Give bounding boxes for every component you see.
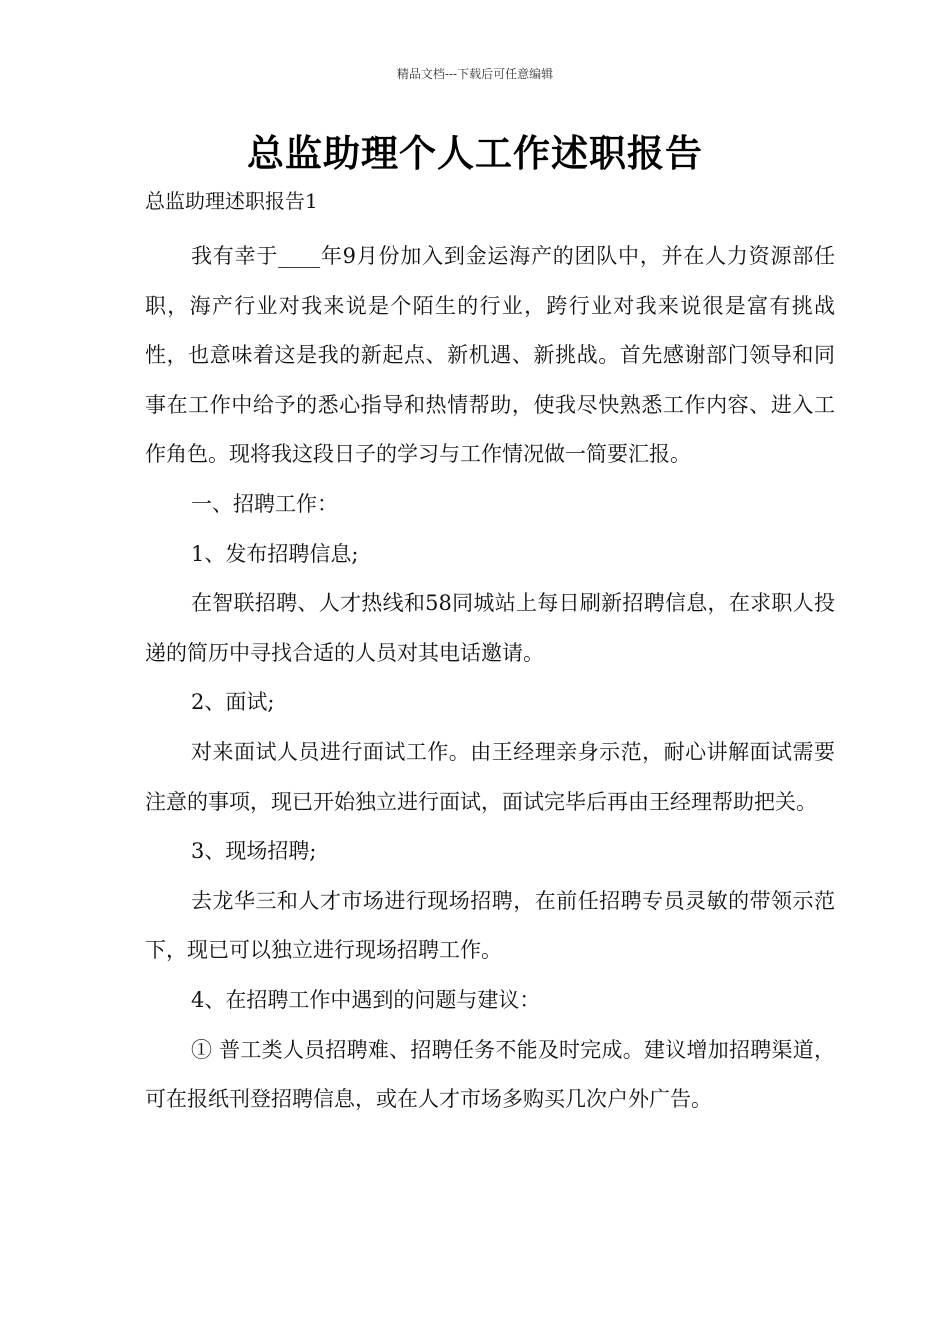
subsection-heading-interview: 2、面试; xyxy=(191,690,275,715)
subsection-heading-problems: 4、在招聘工作中遇到的问题与建议： xyxy=(191,987,541,1012)
paragraph-interview: 对来面试人员进行面试工作。由王经理亲身示范，耐心讲解面试需要注意的事项，现已开始独立进行面试，面试完毕后再由王经理帮助把关。 xyxy=(145,739,835,814)
section-heading-recruitment: 一、招聘工作： xyxy=(191,491,338,516)
paragraph-problem-1: ① 普工类人员招聘难、招聘任务不能及时完成。建议增加招聘渠道，可在报纸刊登招聘信息，或在人才市场多购买几次户外广告。 xyxy=(145,1037,835,1112)
paragraph-onsite-recruitment: 去龙华三和人才市场进行现场招聘，在前任招聘专员灵敏的带领示范下，现已可以独立进行现场招聘工作。 xyxy=(145,888,835,963)
document-body xyxy=(145,232,835,1125)
page-header-note: 精品文档---下载后可任意编辑 xyxy=(396,67,554,81)
paragraph-intro: 我有幸于____年9月份加入到金运海产的团队中，并在人力资源部任职，海产行业对我来说是个陌生的行业，跨行业对我来说很是富有挑战性，也意味着这是我的新起点、新机遇、新挑战。首先感谢部门领导和同事在工作中给予的悉心指导和热情帮助，使我尽快熟悉工作内容、进入工作角色。现将我这段日子的学习与工作情况做一简要汇报。 xyxy=(145,244,835,467)
document-title: 总监助理个人工作述职报告 xyxy=(247,131,703,175)
subsection-heading-onsite-recruitment: 3、现场招聘; xyxy=(191,839,317,864)
subsection-heading-publish-info: 1、发布招聘信息; xyxy=(191,541,359,566)
paragraph-publish-info: 在智联招聘、人才热线和58同城站上每日刷新招聘信息，在求职人投递的简历中寻找合适的人员对其电话邀请。 xyxy=(145,591,835,665)
document-subtitle: 总监助理述职报告1 xyxy=(145,189,318,213)
